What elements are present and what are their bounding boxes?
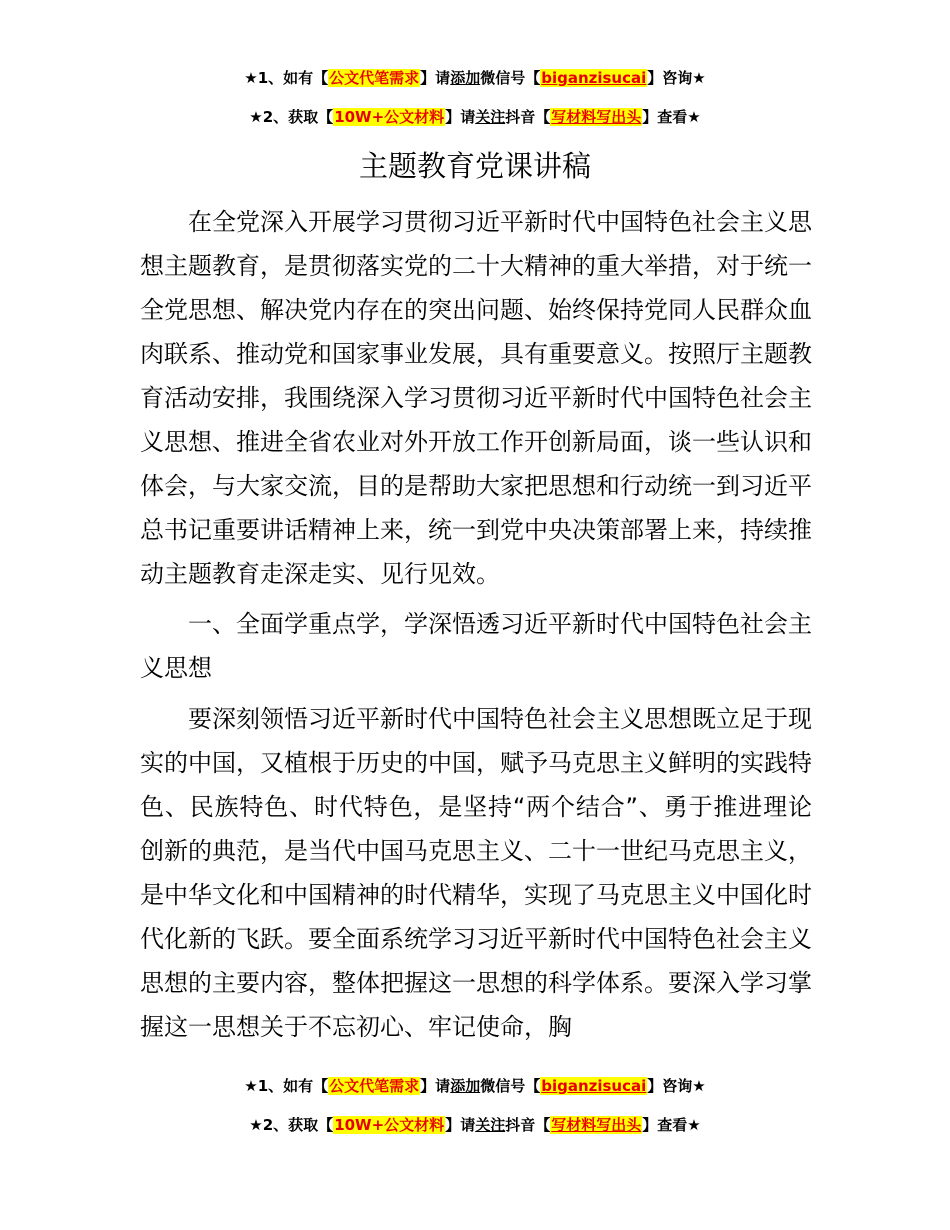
- paragraph-intro: 在全党深入开展学习贯彻习近平新时代中国特色社会主义思想主题教育，是贯彻落实党的二十大精神的重大举措，对于统一全党思想、解决党内存在的突出问题、始终保持党同人民群众血肉联系、推动党和国家事业发展，具有重要意义。按照厅主题教育活动安排，我围绕深入学习贯彻习近平新时代中国特色社会主义思想、推进全省农业对外开放工作开创新局面，谈一些认识和体会，与大家交流，目的是帮助大家把思想和行动统一到习近平总书记重要讲话精神上来，统一到党中央决策部署上来，持续推动主题教育走深走实、见行见效。: [140, 208, 812, 588]
- footer-1-highlight-service: 公文代笔需求: [329, 1077, 420, 1095]
- footer-banner-line-2: [0, 1115, 950, 1135]
- banner-1-highlight-service: 公文代笔需求: [329, 69, 420, 87]
- banner-2-highlight-materials: 10W+公文材料: [334, 108, 445, 126]
- banner-1-prefix: ★1、如有【: [244, 69, 329, 87]
- header-banner-line-2: [0, 107, 950, 127]
- banner-2-suffix: 】查看★: [642, 108, 701, 126]
- footer-2-mid2: 抖音【: [505, 1116, 551, 1134]
- banner-1-emphasis: 添加: [450, 69, 481, 87]
- document-title: 主题教育党课讲稿: [358, 149, 591, 183]
- footer-2-prefix: ★2、获取【: [249, 1116, 334, 1134]
- section-heading-1: 一、全面学重点学，学深悟透习近平新时代中国特色社会主义思想: [140, 610, 812, 682]
- footer-1-emphasis: 添加: [450, 1077, 481, 1095]
- footer-1-prefix: ★1、如有【: [244, 1077, 329, 1095]
- footer-2-highlight-douyin: 写材料写出头: [551, 1116, 642, 1134]
- banner-2-emphasis: 关注: [475, 108, 506, 126]
- banner-1-mid2: 微信号【: [480, 69, 541, 87]
- paragraph-section-1: 要深刻领悟习近平新时代中国特色社会主义思想既立足于现实的中国，又植根于历史的中国，赋予马克思主义鲜明的实践特色、民族特色、时代特色，是坚持“两个结合”、勇于推进理论创新的典范，是当代中国马克思主义、二十一世纪马克思主义，是中华文化和中国精神的时代精华，实现了马克思主义中国化时代化新的飞跃。要全面系统学习习近平新时代中国特色社会主义思想的主要内容，整体把握这一思想的科学体系。要深入学习掌握这一思想关于不忘初心、牢记使命，胸: [140, 705, 812, 1041]
- footer-1-mid2: 微信号【: [480, 1077, 541, 1095]
- header-banner-line-1: [0, 68, 950, 88]
- banner-2-mid2: 抖音【: [505, 108, 551, 126]
- banner-2-prefix: ★2、获取【: [249, 108, 334, 126]
- footer-banner-line-1: [0, 1076, 950, 1096]
- footer-1-suffix: 】咨询★: [647, 1077, 706, 1095]
- footer-1-mid: 】请: [420, 1077, 451, 1095]
- banner-2-mid: 】请: [445, 108, 476, 126]
- banner-2-highlight-douyin: 写材料写出头: [551, 108, 642, 126]
- footer-2-highlight-materials: 10W+公文材料: [334, 1116, 445, 1134]
- footer-2-suffix: 】查看★: [642, 1116, 701, 1134]
- banner-1-mid: 】请: [420, 69, 451, 87]
- banner-1-highlight-wechat: biganzisucai: [541, 69, 647, 87]
- footer-1-highlight-wechat: biganzisucai: [541, 1077, 647, 1095]
- banner-1-suffix: 】咨询★: [647, 69, 706, 87]
- footer-2-emphasis: 关注: [475, 1116, 506, 1134]
- footer-2-mid: 】请: [445, 1116, 476, 1134]
